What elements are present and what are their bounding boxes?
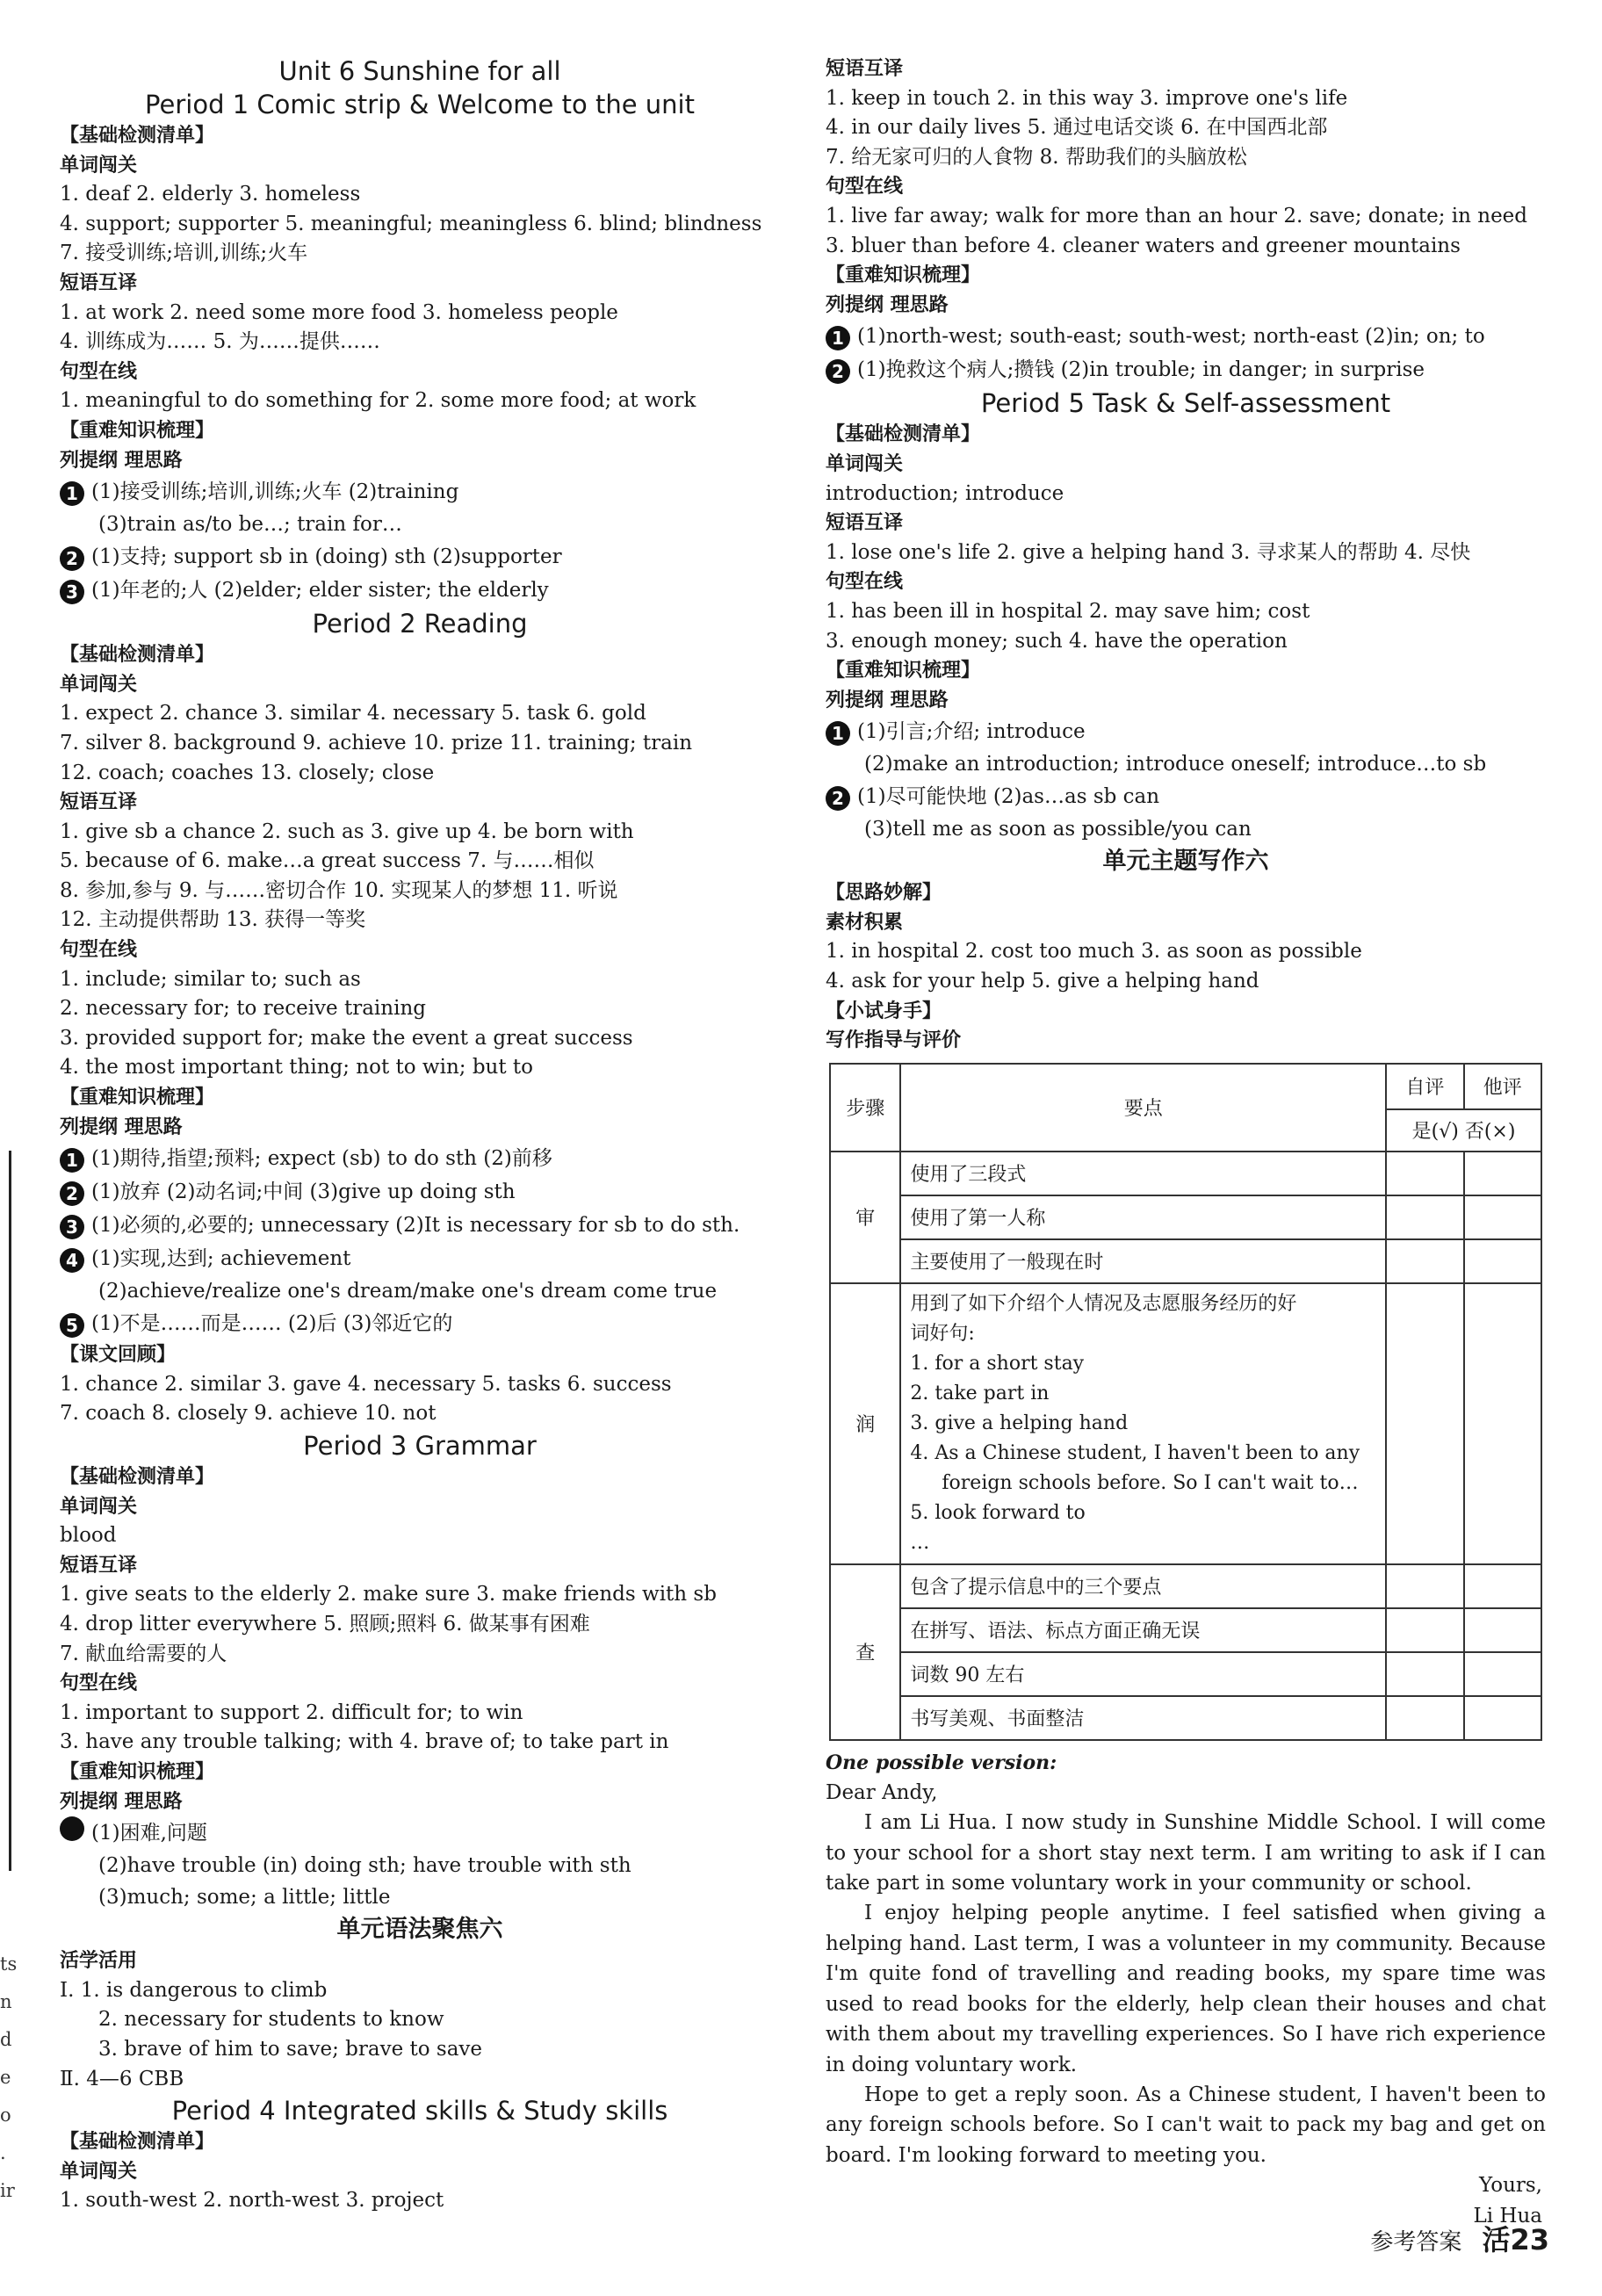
- edge-char: d: [0, 2029, 12, 2050]
- table-cell: 使用了三段式: [900, 1152, 1386, 1195]
- item-text: (1)困难,问题: [91, 1822, 207, 1845]
- item-text: (3)tell me as soon as possible/you can: [864, 818, 1252, 841]
- answer-line: 1. at work 2. need some more food 3. homeless people: [60, 300, 618, 324]
- item-text: (1)支持; support sb in (doing) sth (2)supporter: [91, 545, 562, 569]
- answer-line: 3. provided support for; make the event a great success: [60, 1026, 633, 1050]
- period2-title: Period 2 Reading: [312, 609, 528, 639]
- knowledge-item: [60, 540, 780, 574]
- section-bracket: 【基础检测清单】: [60, 2131, 215, 2154]
- cell-line: 词好句:: [910, 1322, 975, 1345]
- writing-title: 单元主题写作六: [1102, 848, 1269, 876]
- grammar-focus-title: 单元语法聚焦六: [336, 1916, 503, 1944]
- answer-line: 4. 训练成为…… 5. 为……提供……: [60, 330, 380, 354]
- empty-cell: [1464, 1696, 1541, 1740]
- number-badge: 5: [60, 1313, 84, 1338]
- answer-line: 7. 献血给需要的人: [60, 1642, 227, 1665]
- answer-line: Ⅰ. 1. is dangerous to climb: [60, 1978, 328, 2002]
- knowledge-item: [60, 1242, 780, 1275]
- page-footer: [1370, 2218, 1549, 2258]
- header-other: 他评: [1464, 1064, 1541, 1109]
- empty-cell: [1386, 1152, 1463, 1195]
- cropped-edge-text: [0, 1946, 17, 2210]
- table-cell-multiline: [900, 1283, 1386, 1564]
- knowledge-item: [826, 715, 1546, 748]
- answer-line: 4. in our daily lives 5. 通过电话交谈 6. 在中国西北部: [826, 116, 1328, 140]
- edge-char: ts: [0, 1953, 18, 1975]
- cell-line: 3. give a helping hand: [910, 1412, 1129, 1434]
- knowledge-item: [826, 780, 1546, 813]
- answer-line: 4. the most important thing; not to win; but to: [60, 1056, 534, 1079]
- answer-line: 12. coach; coaches 13. closely; close: [60, 761, 435, 784]
- essay-greeting: Dear Andy,: [826, 1780, 938, 1804]
- item-text: (1)期待,指望;预料; expect (sb) to do sth (2)前移: [91, 1147, 552, 1171]
- item-text: (1)年老的;人 (2)elder; elder sister; the elderly: [91, 579, 549, 603]
- empty-cell: [1386, 1652, 1463, 1696]
- answer-line: 7. 给无家可归的人食物 8. 帮助我们的头脑放松: [826, 145, 1247, 169]
- subheading: 写作指导与评价: [826, 1029, 962, 1052]
- knowledge-item: [60, 1175, 780, 1209]
- knowledge-item: [60, 475, 780, 509]
- item-text: (1)放弃 (2)动名词;中间 (3)give up doing sth: [91, 1180, 516, 1204]
- item-text: (1)挽救这个病人;攒钱 (2)in trouble; in danger; in surprise: [857, 358, 1425, 382]
- table-cell: 在拼写、语法、标点方面正确无误: [900, 1608, 1386, 1652]
- empty-cell: [1464, 1152, 1541, 1195]
- empty-cell: [1464, 1239, 1541, 1283]
- item-text: (3)much; some; a little; little: [98, 1886, 391, 1910]
- subheading: 短语互译: [60, 791, 138, 814]
- number-badge: 1: [826, 721, 850, 746]
- section-bracket: 【基础检测清单】: [60, 1466, 215, 1488]
- subheading: 列提纲 理思路: [826, 689, 949, 711]
- subheading: 句型在线: [60, 1672, 138, 1695]
- empty-cell: [1464, 1652, 1541, 1696]
- item-text: (1)引言;介绍; introduce: [857, 720, 1086, 744]
- subheading: 句型在线: [826, 176, 904, 199]
- answer-line: 7. coach 8. closely 9. achieve 10. not: [60, 1402, 437, 1426]
- answer-line: 1. keep in touch 2. in this way 3. improve one's life: [826, 86, 1348, 110]
- subheading: 短语互译: [826, 512, 904, 535]
- knowledge-item: [826, 320, 1546, 353]
- period5-title: Period 5 Task & Self-assessment: [980, 388, 1391, 419]
- answer-line: 5. because of 6. make…a great success 7. 与……相似: [60, 849, 595, 873]
- subheading: 列提纲 理思路: [60, 449, 183, 472]
- answer-line: 3. have any trouble talking; with 4. brave of; to take part in: [60, 1730, 669, 1754]
- answer-line: 7. 接受训练;培训,训练;火车: [60, 242, 308, 265]
- answer-line: 1. expect 2. chance 3. similar 4. necessary 5. task 6. gold: [60, 702, 646, 726]
- item-text: (2)make an introduction; introduce oneself; introduce…to sb: [864, 753, 1487, 776]
- number-badge: 2: [60, 1181, 84, 1206]
- item-text: (3)train as/to be…; train for…: [98, 513, 402, 537]
- answer-line: 1. give seats to the elderly 2. make sure 3. make friends with sb: [60, 1583, 717, 1606]
- answer-line: 2. necessary for students to know: [98, 2008, 444, 2032]
- subheading: 短语互译: [60, 1554, 138, 1577]
- period1-title: Period 1 Comic strip & Welcome to the unit: [145, 90, 695, 119]
- section-bracket: 【基础检测清单】: [60, 644, 215, 667]
- subheading: 单词闯关: [60, 1495, 138, 1518]
- number-badge: 1: [826, 326, 850, 350]
- number-badge: 4: [60, 1248, 84, 1273]
- answer-line: 1. south-west 2. north-west 3. project: [60, 2189, 444, 2213]
- knowledge-item: [60, 574, 780, 607]
- subheading: 单词闯关: [60, 154, 138, 177]
- knowledge-item: [60, 1307, 780, 1340]
- subheading: 短语互译: [826, 58, 904, 80]
- subheading: 列提纲 理思路: [826, 293, 949, 316]
- sample-essay: [826, 1748, 1546, 2231]
- answer-line: 4. support; supporter 5. meaningful; meaningless 6. blind; blindness: [60, 212, 762, 235]
- empty-cell: [1386, 1195, 1463, 1239]
- step-cell: 审: [830, 1152, 900, 1283]
- answer-line: 2. necessary for; to receive training: [60, 997, 426, 1021]
- answer-line: 1. chance 2. similar 3. gave 4. necessary 5. tasks 6. success: [60, 1372, 672, 1396]
- left-edge-rule: [9, 1151, 11, 1871]
- number-badge: 2: [826, 359, 850, 384]
- answer-line: 4. ask for your help 5. give a helping hand: [826, 970, 1259, 993]
- cell-line: 用到了如下介绍个人情况及志愿服务经历的好: [910, 1292, 1297, 1315]
- answer-line: 3. bluer than before 4. cleaner waters and greener mountains: [826, 234, 1461, 257]
- answer-line: 7. silver 8. background 9. achieve 10. prize 11. training; train: [60, 731, 693, 755]
- item-text: (1)不是……而是…… (2)后 (3)邻近它的: [91, 1312, 453, 1336]
- subheading: 句型在线: [60, 939, 138, 962]
- knowledge-item: [60, 1816, 780, 1850]
- essay-paragraph: I enjoy helping people anytime. I feel satisfied when giving a helping hand. Last term, I was a volunteer in my community. Because I'm quite fond of travelling and reading books, my spare time was used to read books for the elderly, help clean their houses and chat with them about my travelling experiences. So I have rich experience in doing voluntary work.: [826, 1902, 1546, 2076]
- subheading: 句型在线: [60, 360, 138, 383]
- cell-line: 5. look forward to: [910, 1501, 1086, 1524]
- answer-line: Ⅱ. 4—6 CBB: [60, 2067, 184, 2090]
- cell-line: 4. As a Chinese student, I haven't been to any: [910, 1441, 1360, 1464]
- section-bracket: 【重难知识梳理】: [60, 1087, 215, 1109]
- table-cell: 词数 90 左右: [900, 1652, 1386, 1696]
- step-cell: 查: [830, 1564, 900, 1740]
- right-column: [826, 54, 1546, 2231]
- subheading: 列提纲 理思路: [60, 1116, 183, 1138]
- header-step: 步骤: [830, 1064, 900, 1152]
- answer-line: 1. meaningful to do something for 2. some more food; at work: [60, 389, 696, 413]
- cell-line: 2. take part in: [910, 1382, 1050, 1404]
- number-badge: 3: [60, 580, 84, 604]
- cell-line: foreign schools before. So I can't wait to…: [942, 1471, 1359, 1494]
- section-bracket: 【重难知识梳理】: [60, 419, 215, 442]
- cell-line: 1. for a short stay: [910, 1352, 1085, 1375]
- empty-cell: [1386, 1564, 1463, 1608]
- evaluation-table: [829, 1063, 1542, 1741]
- item-text: (1)实现,达到; achievement: [91, 1247, 351, 1271]
- answer-line: 3. brave of him to save; brave to save: [98, 2037, 483, 2061]
- number-badge: 2: [826, 786, 850, 811]
- empty-cell: [1464, 1195, 1541, 1239]
- edge-char: e: [0, 2067, 11, 2088]
- table-cell: 书写美观、书面整洁: [900, 1696, 1386, 1740]
- header-self: 自评: [1386, 1064, 1463, 1109]
- answer-line: 1. in hospital 2. cost too much 3. as soon as possible: [826, 940, 1362, 964]
- answer-line: 1. important to support 2. difficult for; to win: [60, 1700, 523, 1724]
- cell-line: …: [910, 1531, 930, 1554]
- empty-cell: [1386, 1239, 1463, 1283]
- period3-title: Period 3 Grammar: [303, 1431, 537, 1461]
- item-text: (1)尽可能快地 (2)as…as sb can: [857, 785, 1160, 809]
- subheading: 素材积累: [826, 911, 904, 934]
- section-bracket: 【重难知识梳理】: [826, 264, 981, 287]
- header-yes-no: 是(√) 否(×): [1386, 1109, 1541, 1152]
- answer-line: 1. live far away; walk for more than an hour 2. save; donate; in need: [826, 204, 1528, 227]
- section-bracket: 【重难知识梳理】: [60, 1760, 215, 1783]
- empty-cell: [1464, 1283, 1541, 1564]
- essay-label: One possible version:: [826, 1751, 1057, 1774]
- empty-cell: [1464, 1608, 1541, 1652]
- knowledge-item: [826, 353, 1546, 386]
- table-cell: 主要使用了一般现在时: [900, 1239, 1386, 1283]
- left-column: [60, 54, 780, 2216]
- answer-line: 1. lose one's life 2. give a helping hand 3. 寻求某人的帮助 4. 尽快: [826, 540, 1471, 564]
- bullet-badge: [60, 1816, 84, 1841]
- answer-line: 1. include; similar to; such as: [60, 967, 361, 991]
- number-badge: 1: [60, 481, 84, 506]
- item-text: (1)必须的,必要的; unnecessary (2)It is necessary for sb to do sth.: [91, 1214, 740, 1238]
- knowledge-item: [60, 1142, 780, 1175]
- item-text: (2)achieve/realize one's dream/make one's dream come true: [98, 1280, 718, 1303]
- section-bracket: 【基础检测清单】: [60, 125, 215, 147]
- answer-line: 8. 参加,参与 9. 与……密切合作 10. 实现某人的梦想 11. 听说: [60, 878, 618, 902]
- subheading: 句型在线: [826, 571, 904, 594]
- section-bracket: 【基础检测清单】: [826, 423, 981, 446]
- answer-line: 1. deaf 2. elderly 3. homeless: [60, 183, 361, 206]
- answer-line: 1. has been ill in hospital 2. may save him; cost: [826, 599, 1310, 623]
- edge-char: n: [0, 1991, 12, 2012]
- answer-line: introduction; introduce: [826, 481, 1064, 505]
- subheading: 活学活用: [60, 1950, 138, 1973]
- empty-cell: [1386, 1608, 1463, 1652]
- subheading: 单词闯关: [60, 673, 138, 696]
- knowledge-item: [60, 1209, 780, 1242]
- section-bracket: 【课文回顾】: [60, 1344, 177, 1367]
- step-cell: 润: [830, 1283, 900, 1564]
- answer-line: 12. 主动提供帮助 13. 获得一等奖: [60, 908, 366, 932]
- essay-paragraph: I am Li Hua. I now study in Sunshine Middle School. I will come to your school for a short stay next term. I am writing to ask if I can take part in some voluntary work in your community or school.: [826, 1811, 1546, 1895]
- item-text: (1)north-west; south-east; south-west; north-east (2)in; on; to: [857, 325, 1485, 349]
- subheading: 单词闯关: [826, 452, 904, 475]
- table-cell: 包含了提示信息中的三个要点: [900, 1564, 1386, 1608]
- essay-closing: Yours,: [1479, 2174, 1542, 2198]
- number-badge: 2: [60, 546, 84, 571]
- essay-paragraph: Hope to get a reply soon. As a Chinese student, I haven't been to any foreign schools before. So I can't wait to pack my bag and get on board. I'm looking forward to meeting you.: [826, 2083, 1546, 2167]
- empty-cell: [1386, 1283, 1463, 1564]
- unit-title: Unit 6 Sunshine for all: [278, 56, 561, 86]
- item-text: (2)have trouble (in) doing sth; have trouble with sth: [98, 1854, 631, 1878]
- number-badge: 1: [60, 1148, 84, 1173]
- empty-cell: [1464, 1564, 1541, 1608]
- empty-cell: [1386, 1696, 1463, 1740]
- subheading: 短语互译: [60, 271, 138, 294]
- edge-char: ir: [0, 2180, 15, 2201]
- edge-char: .: [0, 2142, 6, 2163]
- essay-signature: Li Hua: [1473, 2204, 1542, 2227]
- answer-line: blood: [60, 1524, 117, 1548]
- section-bracket: 【小试身手】: [826, 1000, 942, 1022]
- subheading: 列提纲 理思路: [60, 1790, 183, 1813]
- footer-label: 参考答案: [1370, 2229, 1462, 2256]
- answer-line: 4. drop litter everywhere 5. 照顾;照料 6. 做某事有困难: [60, 1612, 590, 1635]
- table-cell: 使用了第一人称: [900, 1195, 1386, 1239]
- period4-title: Period 4 Integrated skills & Study skills: [171, 2096, 668, 2126]
- edge-char: o: [0, 2105, 11, 2126]
- header-points: 要点: [900, 1064, 1386, 1152]
- answer-line: 1. give sb a chance 2. such as 3. give up 4. be born with: [60, 819, 634, 843]
- answer-line: 3. enough money; such 4. have the operation: [826, 629, 1288, 653]
- section-bracket: 【思路妙解】: [826, 882, 942, 905]
- number-badge: 3: [60, 1215, 84, 1239]
- subheading: 单词闯关: [60, 2160, 138, 2183]
- item-text: (1)接受训练;培训,训练;火车 (2)training: [91, 480, 459, 504]
- page-number: 活23: [1482, 2223, 1549, 2256]
- section-bracket: 【重难知识梳理】: [826, 660, 981, 682]
